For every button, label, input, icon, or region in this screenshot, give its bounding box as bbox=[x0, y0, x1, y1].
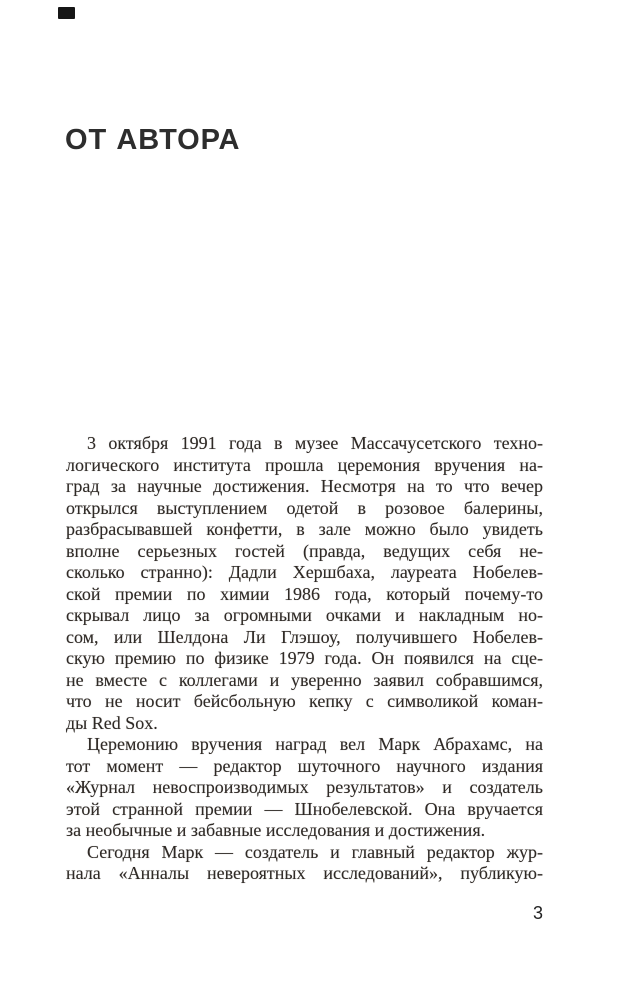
text-line: этой странной премии — Шнобелевской. Она вручается bbox=[66, 798, 543, 819]
text-line: что не носит бейсбольную кепку с символикой коман- bbox=[66, 691, 543, 711]
text-line: ской премии по химии 1986 года, который почему-то bbox=[66, 583, 543, 604]
text-line: 3 октября 1991 года в музее Массачусетского техно- bbox=[87, 433, 543, 453]
text-line: открылся выступлением одетой в розовое балерины, bbox=[66, 497, 543, 518]
text-line: тот момент — редактор шуточного научного издания bbox=[66, 755, 543, 776]
text-line: сколько странно): Дадли Хершбаха, лауреата Нобелев- bbox=[66, 562, 543, 582]
text-line: нала «Анналы невероятных исследований», публикую- bbox=[66, 863, 543, 883]
text-line: логического института прошла церемония вручения на- bbox=[66, 454, 543, 475]
text-line: град за научные достижения. Несмотря на то что вечер bbox=[66, 476, 543, 496]
page-number: 3 bbox=[532, 903, 543, 923]
text-line: скую премию по физике 1979 года. Он появился на сце- bbox=[66, 648, 543, 668]
text-line: не вместе с коллегами и уверенно заявил собравшимся, bbox=[66, 669, 543, 690]
text-line: Церемонию вручения наград вел Марк Абрахамс, на bbox=[87, 734, 543, 754]
page-title: ОТ АВТОРА bbox=[65, 124, 241, 157]
text-line: сом, или Шелдона Ли Глэшоу, получившего Нобелев- bbox=[66, 626, 543, 647]
text-line: ды Red Sox. bbox=[66, 712, 158, 733]
text-line: «Журнал невоспроизводимых результатов» и создатель bbox=[66, 777, 543, 797]
page-corner-mark bbox=[58, 7, 75, 19]
text-line: Сегодня Марк — создатель и главный редактор жур- bbox=[87, 841, 543, 862]
body-text-block bbox=[66, 433, 543, 885]
text-line: за необычные и забавные исследования и достижения. bbox=[66, 820, 486, 840]
text-line: разбрасывавшей конфетти, в зале можно было увидеть bbox=[66, 519, 543, 539]
text-line: вполне серьезных гостей (правда, ведущих себя не- bbox=[66, 540, 543, 561]
text-line: скрывал лицо за огромными очками и накладным но- bbox=[66, 605, 543, 625]
